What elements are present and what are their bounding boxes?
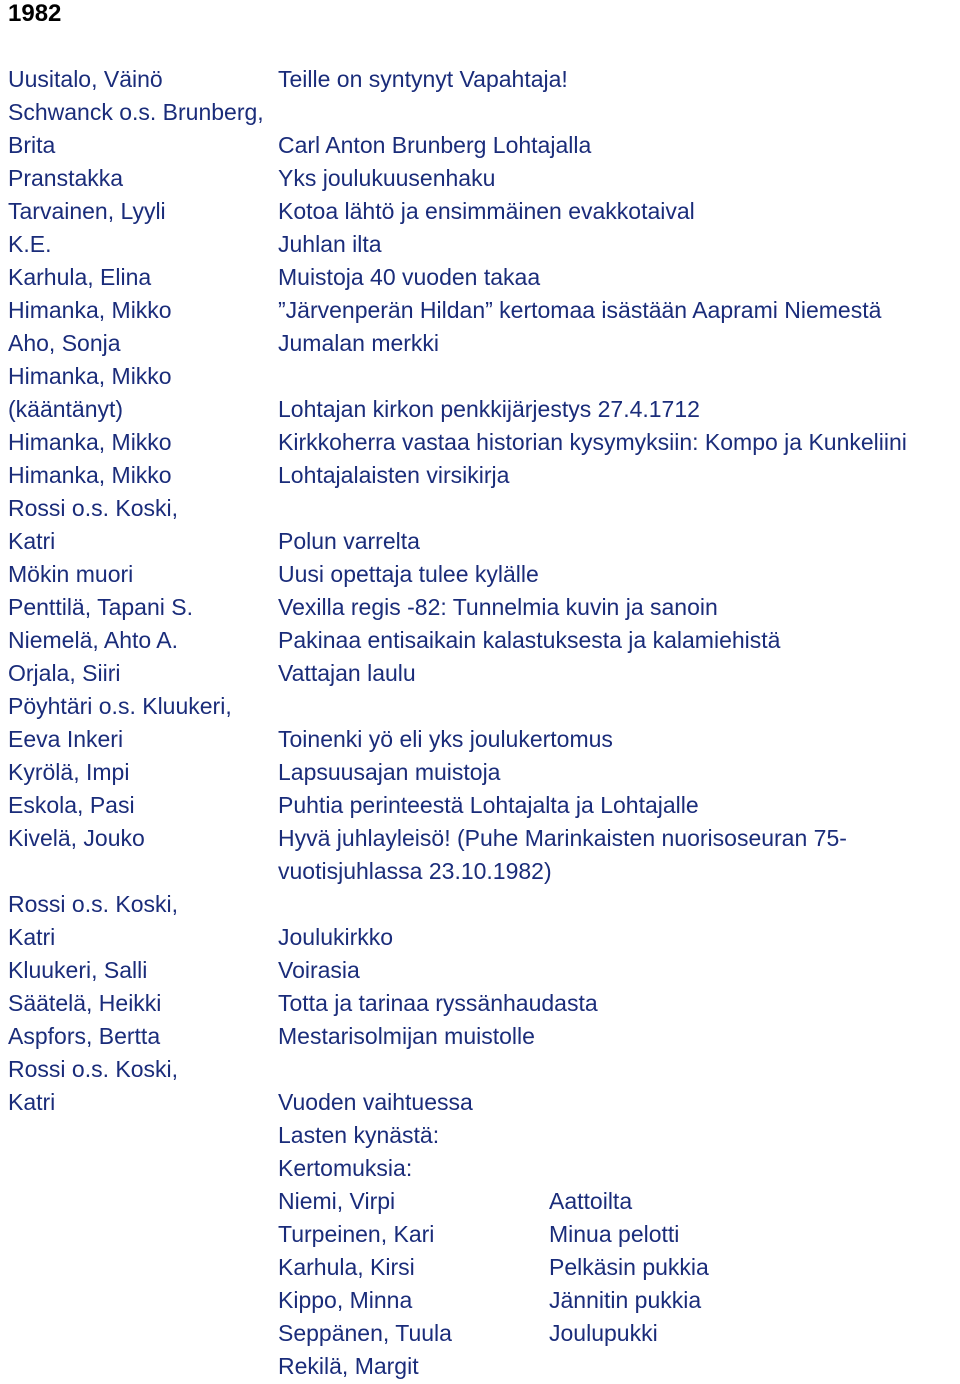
article-title: Mestarisolmijan muistolle [278, 1023, 535, 1049]
author-name: Schwanck o.s. Brunberg, [8, 99, 264, 125]
article-title: Juhlan ilta [278, 231, 382, 257]
child-author-name: Turpeinen, Kari [278, 1221, 435, 1247]
article-title: Lohtajan kirkon penkkijärjestys 27.4.1712 [278, 396, 700, 422]
author-name: Orjala, Siiri [8, 660, 121, 686]
author-name: Rossi o.s. Koski, [8, 495, 178, 521]
article-title: Puhtia perinteestä Lohtajalta ja Lohtajalle [278, 792, 699, 818]
author-name: Säätelä, Heikki [8, 990, 162, 1016]
article-title: Totta ja tarinaa ryssänhaudasta [278, 990, 598, 1016]
article-title: Uusi opettaja tulee kylälle [278, 561, 539, 587]
child-story-title: Minua pelotti [549, 1221, 680, 1247]
child-story-title: Joulupukki [549, 1320, 658, 1346]
article-title: Lapsuusajan muistoja [278, 759, 501, 785]
child-story-title: Pelkäsin pukkia [549, 1254, 709, 1280]
author-name: Aho, Sonja [8, 330, 121, 356]
article-title: Kotoa lähtö ja ensimmäinen evakkotaival [278, 198, 695, 224]
child-author-name: Niemi, Virpi [278, 1188, 396, 1214]
author-name: Pranstakka [8, 165, 124, 191]
author-name: Brita [8, 132, 56, 158]
child-author-name: Karhula, Kirsi [278, 1254, 415, 1280]
section-heading: Kertomuksia: [278, 1155, 413, 1181]
author-name: Himanka, Mikko [8, 363, 172, 389]
year-heading: 1982 [8, 0, 62, 27]
author-name: Uusitalo, Väinö [8, 66, 163, 92]
author-name: Niemelä, Ahto A. [8, 627, 179, 653]
author-name: Himanka, Mikko [8, 297, 172, 323]
article-title: Vexilla regis -82: Tunnelmia kuvin ja sanoin [278, 594, 718, 620]
child-story-title: Aattoilta [549, 1188, 633, 1214]
section-heading: Lasten kynästä: [278, 1122, 440, 1148]
article-title: Yks joulukuusenhaku [278, 165, 496, 191]
article-title: Lohtajalaisten virsikirja [278, 462, 510, 488]
child-story-title: Jännitin pukkia [549, 1287, 702, 1313]
author-name: Kyrölä, Impi [8, 759, 130, 785]
article-title: Carl Anton Brunberg Lohtajalla [278, 132, 592, 158]
child-author-name: Seppänen, Tuula [278, 1320, 452, 1346]
author-name: Kluukeri, Salli [8, 957, 148, 983]
author-name: Kivelä, Jouko [8, 825, 145, 851]
article-title: Kirkkoherra vastaa historian kysymyksiin: Kompo ja Kunkeliini [278, 429, 907, 455]
article-title: Vuoden vaihtuessa [278, 1089, 473, 1115]
author-name: Karhula, Elina [8, 264, 152, 290]
author-name: Katri [8, 528, 56, 554]
author-name: Katri [8, 1089, 56, 1115]
author-name: Mökin muori [8, 561, 134, 587]
author-name: K.E. [8, 231, 52, 257]
author-name: Eskola, Pasi [8, 792, 135, 818]
article-title: Toinenki yö eli yks joulukertomus [278, 726, 613, 752]
article-title: Pakinaa entisaikain kalastuksesta ja kalamiehistä [278, 627, 781, 653]
article-title: ”Järvenperän Hildan” kertomaa isästään Aaprami Niemestä [278, 297, 882, 323]
child-author-name: Kippo, Minna [278, 1287, 413, 1313]
author-name: (kääntänyt) [8, 396, 124, 422]
author-name: Katri [8, 924, 56, 950]
article-title: Jumalan merkki [278, 330, 440, 356]
article-title: Muistoja 40 vuoden takaa [278, 264, 541, 290]
author-name: Penttilä, Tapani S. [8, 594, 193, 620]
author-name: Pöyhtäri o.s. Kluukeri, [8, 693, 232, 719]
article-title: Teille on syntynyt Vapahtaja! [278, 66, 568, 92]
article-title: Voirasia [278, 957, 360, 983]
author-name: Eeva Inkeri [8, 726, 124, 752]
article-title: Polun varrelta [278, 528, 420, 554]
article-title: Vattajan laulu [278, 660, 416, 686]
author-name: Rossi o.s. Koski, [8, 1056, 178, 1082]
article-title: Hyvä juhlayleisö! (Puhe Marinkaisten nuorisoseuran 75- [278, 825, 847, 851]
child-author-name: Rekilä, Margit [278, 1353, 419, 1379]
article-title: Joulukirkko [278, 924, 394, 950]
author-name: Tarvainen, Lyyli [8, 198, 166, 224]
author-name: Himanka, Mikko [8, 462, 172, 488]
author-name: Rossi o.s. Koski, [8, 891, 178, 917]
article-title: vuotisjuhlassa 23.10.1982) [278, 858, 552, 884]
author-name: Himanka, Mikko [8, 429, 172, 455]
author-name: Aspfors, Bertta [8, 1023, 161, 1049]
